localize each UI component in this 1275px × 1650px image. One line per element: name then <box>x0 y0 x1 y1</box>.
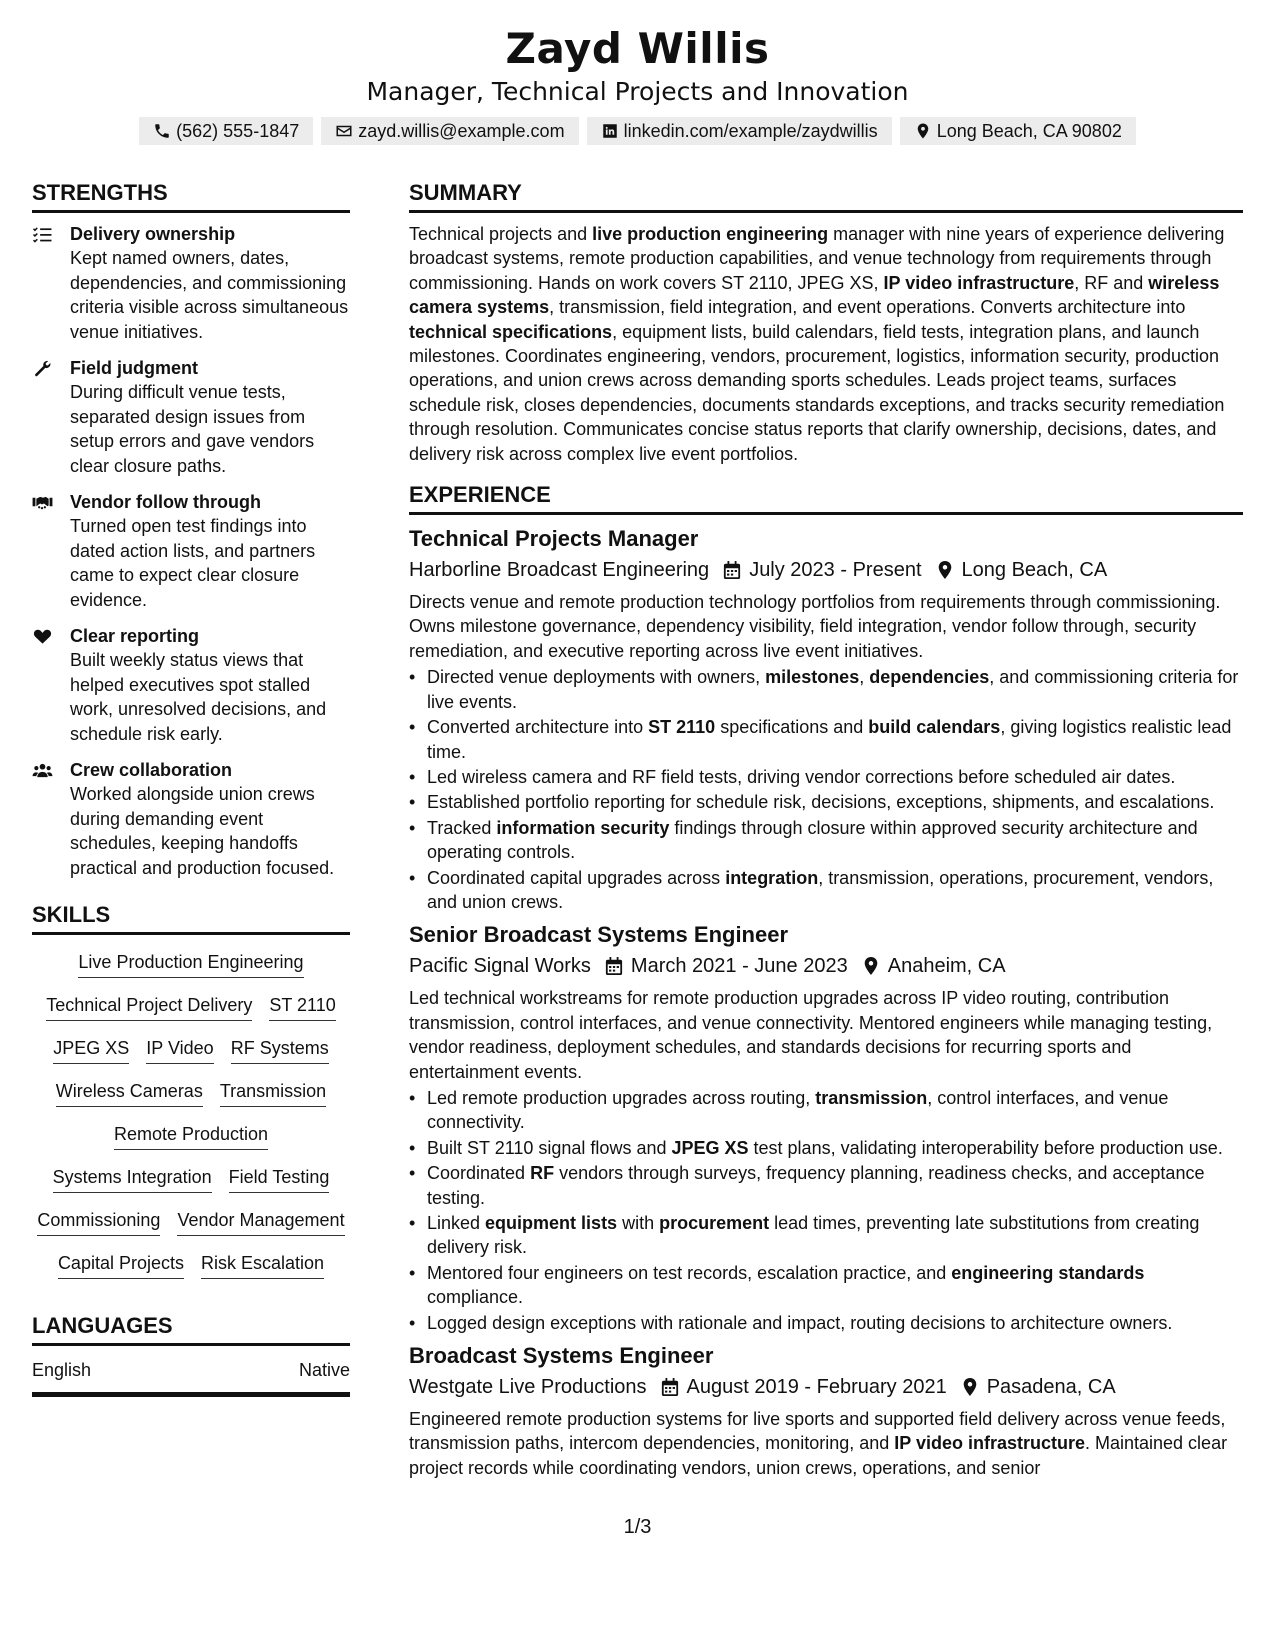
skill-tag: Systems Integration <box>53 1165 212 1193</box>
job-location: Anaheim, CA <box>887 955 1006 978</box>
text-run: findings through closure within approved security architecture and operating controls. <box>427 817 1198 863</box>
skill-tag: ST 2110 <box>269 993 335 1021</box>
skills-heading: SKILLS <box>32 900 350 935</box>
skill-tag: Wireless Cameras <box>56 1079 203 1107</box>
calendar-icon <box>723 560 741 580</box>
users-icon <box>32 762 53 779</box>
strength-body <box>70 758 350 880</box>
job-description: Directs venue and remote production technology portfolios from requirements through commissioning. Owns milestone governance, dependency visibility, field integration, vendor follow through, security remediation, and executive reporting across live event initiatives. <box>409 592 1221 661</box>
bold-keyword: wireless camera systems <box>409 272 1220 318</box>
wrench-icon <box>32 360 53 377</box>
phone-text: (562) 555-1847 <box>176 121 300 141</box>
contact-bar <box>0 117 1275 145</box>
strength-text: During difficult venue tests, separated design issues from setup errors and gave vendors clear closure paths. <box>70 382 315 476</box>
text-run: , RF and <box>1074 272 1149 293</box>
contact-location <box>900 117 1136 145</box>
strength-body <box>70 356 350 478</box>
bullet-item <box>409 816 1243 865</box>
bold-keyword: transmission <box>815 1087 928 1108</box>
resume-header <box>0 22 1275 145</box>
text-run: , equipment lists, build calendars, field tests, integration plans, and launch milestones. Coordinates engineering, vendors, procurement, logistics, information security, production operations, and union crews across demanding sports schedules. Leads project teams, surfaces schedule risk, closes dependencies, documents standards exceptions, and tracks security remediation through resolution. Communicates concise status reports that clarify ownership, decisions, dates, and delivery risk across complex live event portfolios. <box>409 321 1225 464</box>
calendar-icon-wrap <box>605 956 623 976</box>
contact-email[interactable] <box>321 117 578 145</box>
phone-icon <box>153 122 171 140</box>
text-run: Directed venue deployments with owners, <box>427 667 766 688</box>
strength-text: Turned open test findings into dated action lists, and partners came to expect clear closure evidence. <box>70 516 316 610</box>
bullet-item <box>409 1136 1243 1160</box>
strength-text: Kept named owners, dates, dependencies, and commissioning criteria visible across simultaneous venue initiatives. <box>70 248 349 342</box>
text-run: Engineered remote production systems for live sports and supported field delivery across venue feeds, transmission paths, intercom dependencies, monitoring, and <box>409 1409 1226 1454</box>
job-title: Senior Broadcast Systems Engineer <box>409 922 789 948</box>
strengths-list <box>32 222 350 880</box>
skill-tag: Risk Escalation <box>201 1251 324 1279</box>
job-meta <box>409 1373 1243 1401</box>
calendar-icon <box>605 956 623 976</box>
bold-keyword: engineering standards <box>951 1262 1145 1283</box>
list-check-icon <box>32 226 53 243</box>
languages-heading: LANGUAGES <box>32 1311 350 1346</box>
job-title: Broadcast Systems Engineer <box>409 1343 714 1369</box>
right-column <box>409 178 1243 1480</box>
bold-keyword: technical specifications <box>409 321 613 342</box>
strength-body <box>70 624 350 746</box>
calendar-icon-wrap <box>723 560 741 580</box>
heart-icon <box>32 624 70 746</box>
candidate-name: Zayd Willis <box>505 24 770 73</box>
text-run: , control interfaces, and venue connectivity. <box>427 1087 1169 1133</box>
handshake-icon <box>32 494 53 511</box>
skill-tag: Remote Production <box>114 1122 268 1150</box>
envelope-icon <box>335 122 353 140</box>
strengths-heading: STRENGTHS <box>32 178 350 213</box>
job-dates: March 2021 - June 2023 <box>630 955 848 978</box>
strength-title: Vendor follow through <box>70 492 261 512</box>
strength-body <box>70 490 350 612</box>
job-bullets <box>409 665 1243 914</box>
text-run: Coordinated <box>427 1163 531 1184</box>
text-run: vendors through surveys, frequency planning, readiness checks, and acceptance testing. <box>427 1163 1205 1208</box>
text-run: Logged design exceptions with rationale and impact, routing decisions to architecture owners. <box>427 1312 1173 1333</box>
text-run: , transmission, field integration, and event operations. Converts architecture into <box>549 297 1186 318</box>
strength-item <box>32 356 350 478</box>
bold-keyword: live production engineering <box>592 224 829 244</box>
job-meta <box>409 556 1243 584</box>
heart-icon <box>32 628 53 645</box>
text-run: test plans, validating interoperability before production use. <box>748 1137 1223 1158</box>
strength-title: Field judgment <box>70 358 198 378</box>
company-name: Pacific Signal Works <box>409 955 591 978</box>
skill-tag: Transmission <box>220 1079 326 1107</box>
location-text: Long Beach, CA 90802 <box>936 121 1122 141</box>
text-run: , <box>859 667 870 688</box>
experience-heading: EXPERIENCE <box>409 480 1243 515</box>
skill-tag: Live Production Engineering <box>78 950 303 978</box>
text-run: with <box>617 1213 660 1233</box>
bold-keyword: build calendars <box>868 717 1001 738</box>
map-pin-icon-wrap <box>936 560 954 580</box>
summary-text <box>409 222 1243 466</box>
language-level: Native <box>298 1360 350 1380</box>
bold-keyword: IP video infrastructure <box>894 1433 1085 1454</box>
bold-keyword: information security <box>496 817 670 838</box>
job-bullets <box>409 1086 1243 1335</box>
job-location: Pasadena, CA <box>986 1376 1116 1399</box>
text-run: , and commissioning criteria for live events. <box>427 667 1239 712</box>
map-pin-icon-wrap <box>862 956 880 976</box>
company-name: Westgate Live Productions <box>409 1376 647 1399</box>
bold-keyword: RF <box>530 1163 555 1184</box>
text-run: . Maintained clear project records while coordinating vendors, union crews, operations, and senior <box>409 1433 1228 1478</box>
skill-tag: Vendor Management <box>177 1208 344 1236</box>
bullet-item <box>409 790 1243 814</box>
bullet-item <box>409 1211 1243 1260</box>
text-run: , giving logistics realistic lead time. <box>427 717 1232 762</box>
text-run: Technical projects and <box>409 224 593 244</box>
users-icon <box>32 758 70 880</box>
text-run: Led wireless camera and RF field tests, driving vendor corrections before scheduled air dates. <box>427 766 1176 787</box>
text-run: lead times, preventing late substitutions from creating delivery risk. <box>427 1213 1200 1258</box>
bold-keyword: procurement <box>659 1213 770 1233</box>
skills-list <box>32 944 350 1289</box>
strength-item <box>32 758 350 880</box>
language-row <box>32 1358 350 1397</box>
skill-tag: Capital Projects <box>58 1251 184 1279</box>
wrench-icon <box>32 356 70 478</box>
job-description: Led technical workstreams for remote production upgrades across IP video routing, contribution transmission, control interfaces, and venue connectivity. Mentored engineers while managing testing, vendor readiness, deployment schedules, and standards decisions for recurring sports and entertainment events. <box>409 988 1213 1082</box>
calendar-icon-wrap <box>661 1377 679 1397</box>
map-pin-icon-wrap <box>961 1377 979 1397</box>
map-pin-icon <box>936 560 954 580</box>
bullet-item <box>409 715 1243 764</box>
text-run: , transmission, operations, procurement, vendors, and union crews. <box>427 867 1214 912</box>
strength-text: Worked alongside union crews during demanding event schedules, keeping handoffs practical and production focused. <box>70 784 335 878</box>
experience-list <box>409 524 1243 1480</box>
text-run: Tracked <box>427 817 497 838</box>
calendar-icon <box>661 1377 679 1397</box>
map-pin-icon <box>914 122 932 140</box>
bullet-item <box>409 1161 1243 1210</box>
bold-keyword: integration <box>725 867 819 888</box>
text-run: specifications and <box>715 717 869 738</box>
text-run: manager with nine years of experience delivering broadcast systems, remote production capabilities, and venue technology from requirements through commissioning. Hands on work covers ST 2110, JPEG XS, <box>409 224 1225 293</box>
text-run: Mentored four engineers on test records, escalation practice, and <box>427 1262 952 1283</box>
email-text: zayd.willis@example.com <box>358 121 565 141</box>
strength-text: Built weekly status views that helped executives spot stalled work, unresolved decisions, and schedule risk early. <box>70 650 327 744</box>
skill-tag: JPEG XS <box>53 1036 129 1064</box>
text-run: Converted architecture into <box>427 717 649 738</box>
job-entry <box>409 524 1243 914</box>
job-meta <box>409 952 1243 980</box>
job-dates: July 2023 - Present <box>749 559 922 582</box>
job-entry <box>409 920 1243 1335</box>
contact-phone[interactable] <box>139 117 313 145</box>
strength-item <box>32 624 350 746</box>
skill-tag: IP Video <box>146 1036 213 1064</box>
text-run: compliance. <box>427 1287 524 1308</box>
bullet-item <box>409 1311 1243 1335</box>
contact-linkedin[interactable] <box>587 117 892 145</box>
text-run: Linked <box>427 1213 486 1233</box>
job-entry <box>409 1341 1243 1480</box>
language-name: English <box>32 1360 92 1380</box>
handshake-icon <box>32 490 70 612</box>
linkedin-text: linkedin.com/example/zaydwillis <box>623 121 878 141</box>
bullet-item <box>409 866 1243 915</box>
candidate-title: Manager, Technical Projects and Innovation <box>366 77 909 106</box>
languages-list <box>32 1358 350 1397</box>
job-dates: August 2019 - February 2021 <box>686 1376 947 1399</box>
strength-title: Delivery ownership <box>70 224 236 244</box>
skill-tag: Technical Project Delivery <box>46 993 252 1021</box>
skill-tag: Field Testing <box>229 1165 330 1193</box>
bold-keyword: dependencies <box>869 667 990 688</box>
bullet-item <box>409 665 1243 714</box>
list-check-icon <box>32 222 70 344</box>
bullet-item <box>409 1086 1243 1135</box>
bullet-item <box>409 1261 1243 1310</box>
linkedin-icon <box>601 122 619 140</box>
skill-tag: RF Systems <box>231 1036 329 1064</box>
bold-keyword: milestones <box>765 667 860 688</box>
bold-keyword: ST 2110 <box>648 717 716 738</box>
page-number: 1/3 <box>623 1516 652 1538</box>
bold-keyword: JPEG XS <box>671 1137 749 1158</box>
summary-heading: SUMMARY <box>409 178 1243 213</box>
strength-title: Clear reporting <box>70 626 200 646</box>
strength-item <box>32 490 350 612</box>
bold-keyword: equipment lists <box>485 1213 618 1233</box>
left-column <box>32 178 350 1397</box>
bullet-item <box>409 765 1243 789</box>
text-run: Coordinated capital upgrades across <box>427 867 726 888</box>
strength-title: Crew collaboration <box>70 760 233 780</box>
job-title: Technical Projects Manager <box>409 526 699 552</box>
map-pin-icon <box>961 1377 979 1397</box>
skill-tag: Commissioning <box>37 1208 160 1236</box>
strength-item <box>32 222 350 344</box>
text-run: Established portfolio reporting for schedule risk, decisions, exceptions, shipments, and escalations. <box>427 792 1215 813</box>
strength-body <box>70 222 350 344</box>
job-location: Long Beach, CA <box>961 559 1108 582</box>
company-name: Harborline Broadcast Engineering <box>409 559 710 582</box>
text-run: Built ST 2110 signal flows and <box>427 1137 672 1158</box>
text-run: Led remote production upgrades across routing, <box>427 1087 816 1108</box>
bold-keyword: IP video infrastructure <box>883 272 1075 293</box>
job-description <box>409 1407 1243 1480</box>
map-pin-icon <box>862 956 880 976</box>
